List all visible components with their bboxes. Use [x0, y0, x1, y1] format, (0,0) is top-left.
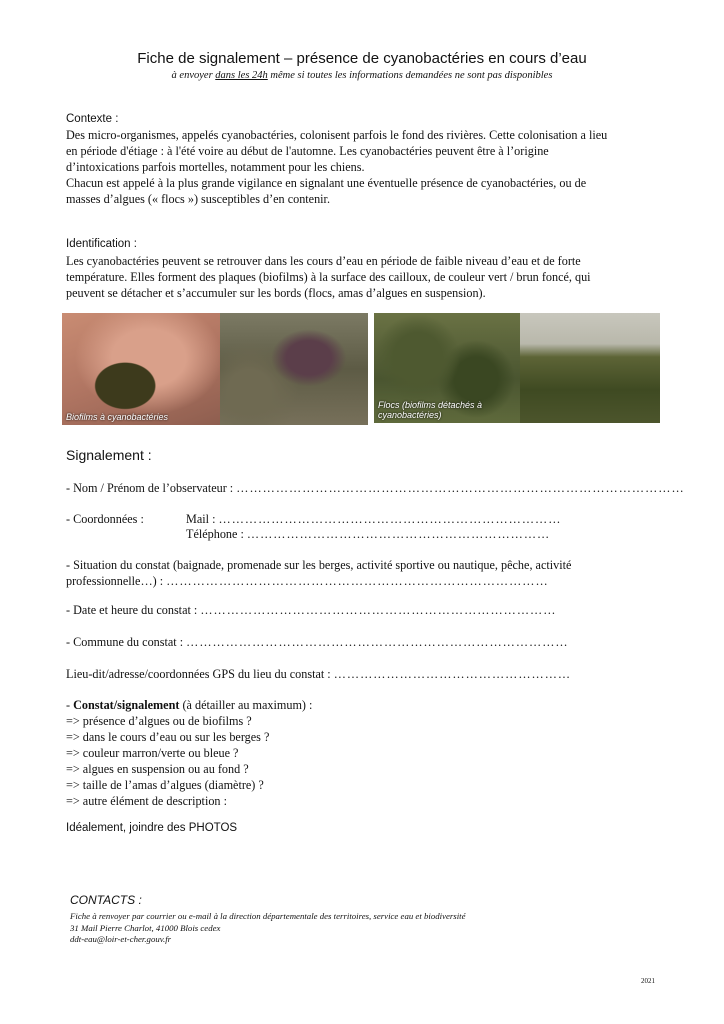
field-lieu-label: Lieu-dit/adresse/coordonnées GPS du lieu du constat : — [66, 667, 334, 681]
contexte-text — [66, 127, 656, 207]
contacts-text — [70, 911, 466, 946]
flocs-photo — [374, 313, 520, 423]
identification-label: Identification : — [66, 238, 137, 250]
constat-heading: - Constat/signalement (à détailler au maximum) : — [66, 698, 313, 712]
constat-block — [66, 697, 566, 809]
footer-year: 2021 — [641, 977, 655, 985]
field-telephone-label: Téléphone : — [186, 527, 247, 541]
contacts-email[interactable]: ddt-eau@loir-et-cher.gouv.fr — [70, 934, 172, 944]
subtitle-post: même si toutes les informations demandées ne sont pas disponibles — [267, 70, 553, 81]
contexte-label: Contexte : — [66, 113, 119, 125]
subtitle-deadline: dans les 24h — [215, 70, 268, 81]
field-situation-label-2: professionnelle…) : — [66, 574, 167, 588]
field-mail-label: Mail : — [186, 512, 219, 526]
contexte-line: Des micro-organismes, appelés cyanobactéries, colonisent parfois le fond des rivières. Cette colonisation a lieu — [66, 128, 608, 142]
constat-heading-bold: Constat/signalement — [73, 698, 180, 712]
signalement-label: Signalement : — [66, 447, 152, 463]
identification-line: température. Elles forment des plaques (biofilms) à la surface des cailloux, de couleur vert / brun foncé, qui — [66, 270, 591, 284]
constat-item: => couleur marron/verte ou bleue ? — [66, 746, 239, 760]
subtitle-pre: à envoyer — [171, 70, 216, 81]
field-lieu[interactable]: Lieu-dit/adresse/coordonnées GPS du lieu du constat : ……………………………………………… — [66, 667, 572, 681]
contexte-line: Chacun est appelé à la plus grande vigilance en signalant une éventuelle présence de cyanobactéries, ou de — [66, 176, 587, 190]
identification-line: Les cyanobactéries peuvent se retrouver dans les cours d’eau en période de faible niveau d’eau et de forte — [66, 254, 581, 268]
identification-line: peuvent se détacher et s’accumuler sur les bords (flocs, amas d’algues en suspension). — [66, 286, 486, 300]
photo-caption-flocs: Flocs (biofilms détachés à cyanobactéries) — [378, 400, 483, 420]
field-nom[interactable]: - Nom / Prénom de l’observateur : ………………………………………………………………………………………… — [66, 481, 685, 495]
field-date[interactable]: - Date et heure du constat : ……………………………………………………………………… — [66, 603, 557, 617]
identification-text — [66, 253, 656, 301]
constat-item: => présence d’algues ou de biofilms ? — [66, 714, 252, 728]
contexte-line: masses d’algues (« flocs ») susceptibles d’en contenir. — [66, 192, 330, 206]
biofilm-riverbed-photo — [220, 313, 368, 425]
contexte-line: en période d'étiage : à l'été voire au début de l'automne. Les cyanobactéries peuvent être à l’origine — [66, 144, 549, 158]
field-mail[interactable]: Mail : …………………………………………………………………… — [186, 512, 562, 526]
constat-item: => dans le cours d’eau ou sur les berges ? — [66, 730, 270, 744]
biofilm-hand-photo — [62, 313, 220, 425]
flocs-bank-photo — [520, 313, 660, 423]
field-situation-label: - Situation du constat (baignade, promenade sur les berges, activité sportive ou nautique, pêche, activité — [66, 558, 572, 572]
page-title: Fiche de signalement – présence de cyanobactéries en cours d’eau — [137, 50, 587, 67]
field-date-label: - Date et heure du constat : — [66, 603, 201, 617]
constat-item: => algues en suspension ou au fond ? — [66, 762, 249, 776]
field-situation[interactable]: - Situation du constat (baignade, promenade sur les berges, activité sportive ou nautique, pêche, activité professionnelle…) : …………………………………………………………………………… — [66, 557, 658, 589]
field-coordonnees-label: - Coordonnées : — [66, 512, 144, 526]
photo-caption-biofilms: Biofilms à cyanobactéries — [66, 412, 169, 422]
field-telephone[interactable]: Téléphone : …………………………………………………………… — [186, 527, 551, 541]
contexte-line: d’intoxications parfois mortelles, notamment pour les chiens. — [66, 160, 365, 174]
constat-item: => autre élément de description : — [66, 794, 227, 808]
contacts-title: CONTACTS : — [70, 893, 142, 907]
photos-note: Idéalement, joindre des PHOTOS — [66, 822, 238, 834]
field-commune[interactable]: - Commune du constat : …………………………………………………………………………… — [66, 635, 569, 649]
field-commune-label: - Commune du constat : — [66, 635, 187, 649]
contacts-address: 31 Mail Pierre Charlot, 41000 Blois cedex — [70, 922, 221, 933]
constat-heading-rest: (à détailler au maximum) : — [179, 698, 313, 712]
constat-item: => taille de l’amas d’algues (diamètre) ? — [66, 778, 264, 792]
field-nom-label: - Nom / Prénom de l’observateur : — [66, 481, 237, 495]
page-subtitle — [0, 70, 724, 81]
contacts-line: Fiche à renvoyer par courrier ou e-mail à la direction départementale des territoires, service eau et biodiversité — [70, 911, 466, 921]
